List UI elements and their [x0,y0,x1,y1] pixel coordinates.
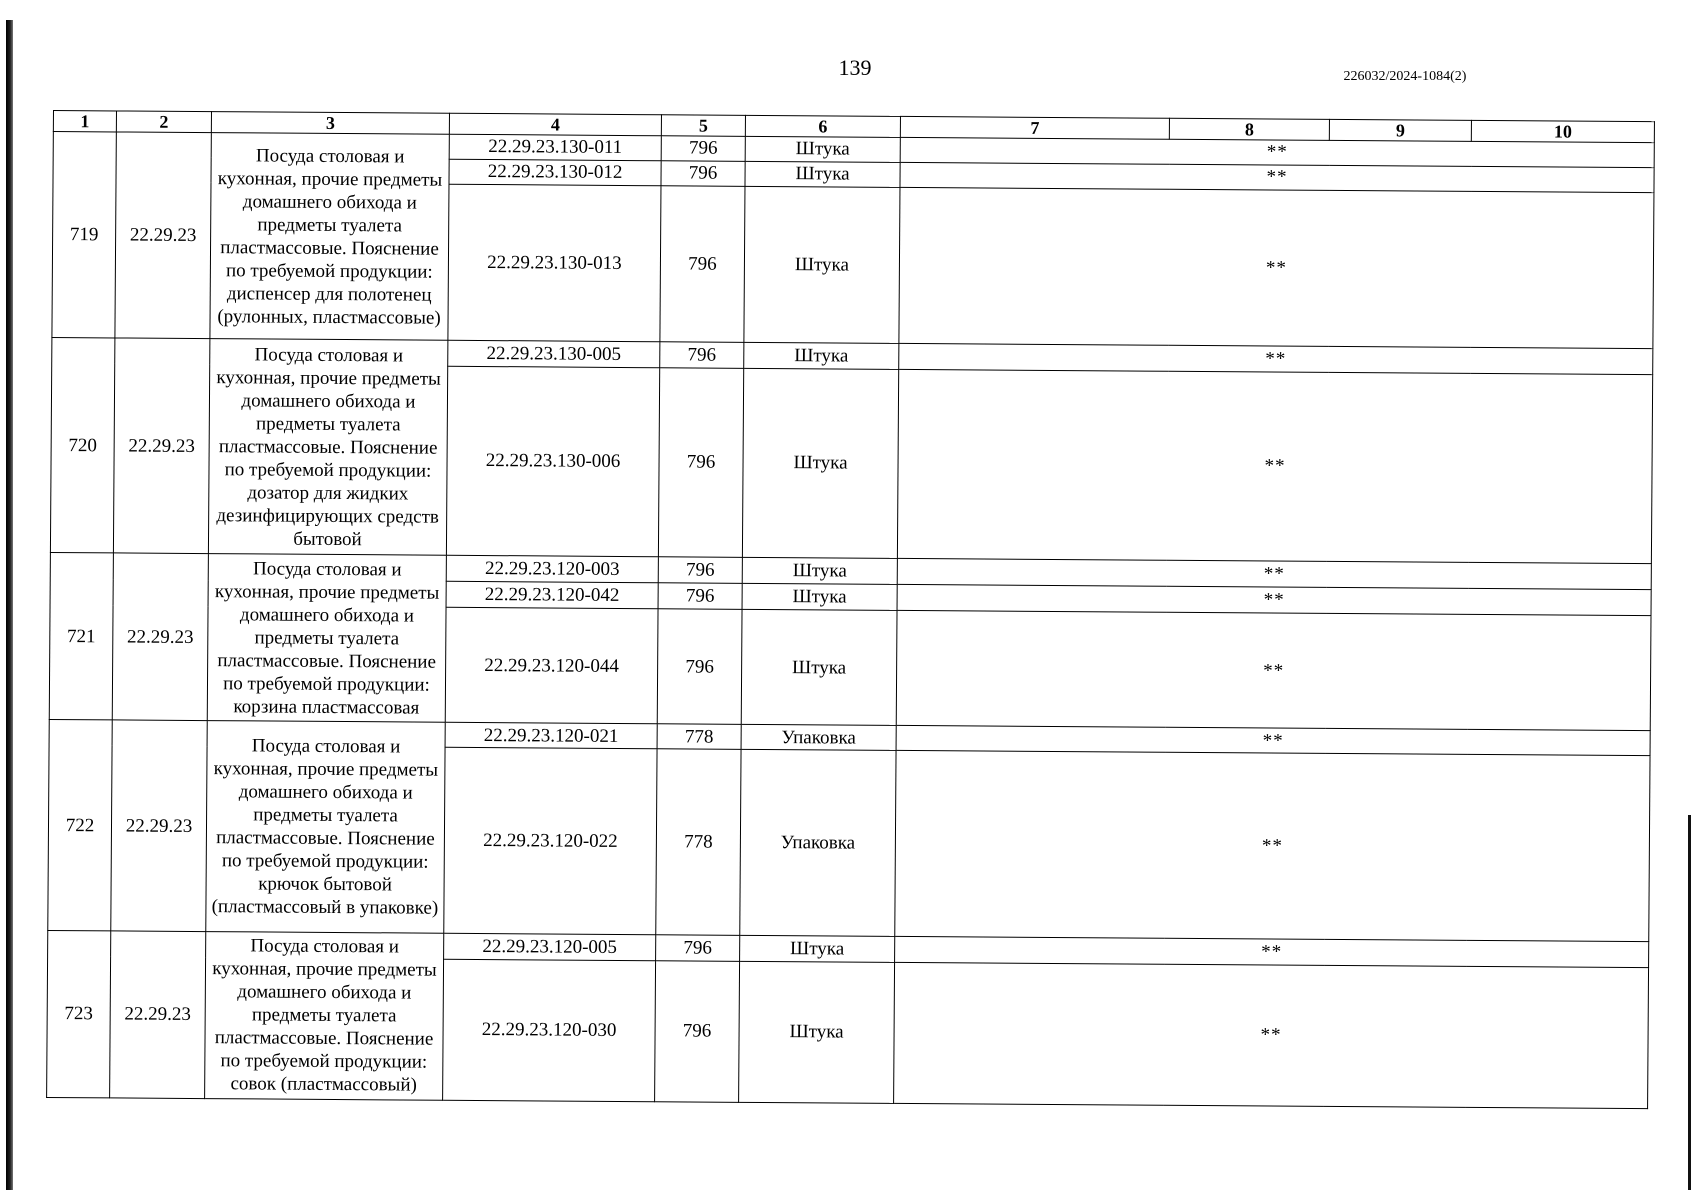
col-header-2: 2 [116,111,211,133]
ktru-code: 22.29.23.120-003 [446,555,658,583]
unit-name: Штука [742,368,898,558]
note-cell: ** [894,962,1649,1108]
col-header-4: 4 [449,113,661,135]
note-cell: ** [900,137,1654,167]
unit-name: Штука [742,557,897,584]
okpd-code: 22.29.23 [113,338,209,553]
note-cell: ** [900,162,1654,192]
products-table [46,110,1655,1109]
unit-name: Штука [745,161,900,187]
unit-name: Штука [741,610,897,726]
row-number: 722 [48,720,112,931]
col-header-1: 1 [53,111,116,132]
okei-code: 796 [658,557,742,584]
okei-code: 796 [661,136,745,161]
okei-code: 796 [657,609,742,724]
okei-code: 778 [656,749,741,935]
note-cell: ** [897,558,1651,589]
scan-edge-right [1688,815,1691,1190]
unit-name: Штука [744,343,899,369]
page-number: 139 [838,55,872,80]
ktru-code: 22.29.23.130-013 [448,184,661,342]
row-number: 720 [50,338,114,553]
scan-edge-left [6,20,13,1190]
unit-name: Штука [744,186,900,344]
unit-name: Штука [745,136,900,162]
okei-code: 796 [655,961,740,1103]
okpd-code: 22.29.23 [115,132,211,339]
okei-code: 796 [660,185,745,342]
okei-code: 796 [656,934,740,961]
col-header-9: 9 [1329,119,1471,141]
note-cell: ** [897,585,1651,616]
note-cell: ** [895,750,1650,941]
product-description: Посуда столовая и кухонная, прочие предметы домашнего обихода и предметы туалета пластмассовые. Пояснение по требуемой продукции: диспенсер для полотенец (рулонных, пластмассовые) [210,133,449,341]
okpd-code: 22.29.23 [112,553,208,721]
product-description: Посуда столовая и кухонная, прочие предметы домашнего обихода и предметы туалета пластмассовые. Пояснение по требуемой продукции: совок (пластмассовый) [205,931,444,1100]
product-description: Посуда столовая и кухонная, прочие предметы домашнего обихода и предметы туалета пластмассовые. Пояснение по требуемой продукции: крючок бытовой (пластмассовый в упаковке) [206,721,445,933]
ktru-code: 22.29.23.120-030 [443,959,656,1102]
col-header-10: 10 [1471,120,1654,142]
ktru-code: 22.29.23.130-012 [449,159,661,185]
col-header-8: 8 [1169,118,1329,140]
ktru-code: 22.29.23.130-006 [446,366,659,557]
okei-code: 796 [658,583,742,610]
okei-code: 796 [658,367,743,557]
col-header-3: 3 [211,112,449,135]
ktru-code: 22.29.23.130-011 [449,134,661,160]
okei-code: 778 [657,724,741,749]
unit-name: Упаковка [741,725,896,751]
note-cell: ** [899,344,1653,375]
col-header-6: 6 [745,115,900,137]
note-cell: ** [896,611,1651,731]
ktru-code: 22.29.23.120-022 [444,747,657,934]
row-number: 721 [49,553,113,721]
row-number: 719 [52,132,116,339]
col-header-7: 7 [900,116,1169,139]
unit-name: Упаковка [740,749,896,936]
okei-code: 796 [660,342,744,368]
unit-name: Штука [740,935,895,962]
document-reference: 226032/2024-1084(2) [1343,69,1467,84]
col-header-5: 5 [661,115,745,137]
note-cell: ** [897,369,1652,564]
ktru-code: 22.29.23.120-021 [445,722,657,748]
note-cell: ** [896,726,1650,756]
product-description: Посуда столовая и кухонная, прочие предметы домашнего обихода и предметы туалета пластмассовые. Пояснение по требуемой продукции: дозатор для жидких дезинфицирующих средств бытовой [208,339,447,555]
okei-code: 796 [661,161,745,186]
unit-name: Штука [742,584,897,611]
okpd-code: 22.29.23 [110,931,206,1099]
note-cell: ** [895,936,1649,967]
ktru-code: 22.29.23.120-044 [445,608,658,724]
row-number: 723 [47,930,111,1098]
okpd-code: 22.29.23 [111,720,207,931]
unit-name: Штука [739,961,895,1103]
product-description: Посуда столовая и кухонная, прочие предметы домашнего обихода и предметы туалета пластмассовые. Пояснение по требуемой продукции: корзина пластмассовая [207,554,446,723]
ktru-code: 22.29.23.120-005 [444,933,656,961]
ktru-code: 22.29.23.120-042 [446,582,658,610]
note-cell: ** [899,187,1654,349]
ktru-code: 22.29.23.130-005 [448,341,660,368]
